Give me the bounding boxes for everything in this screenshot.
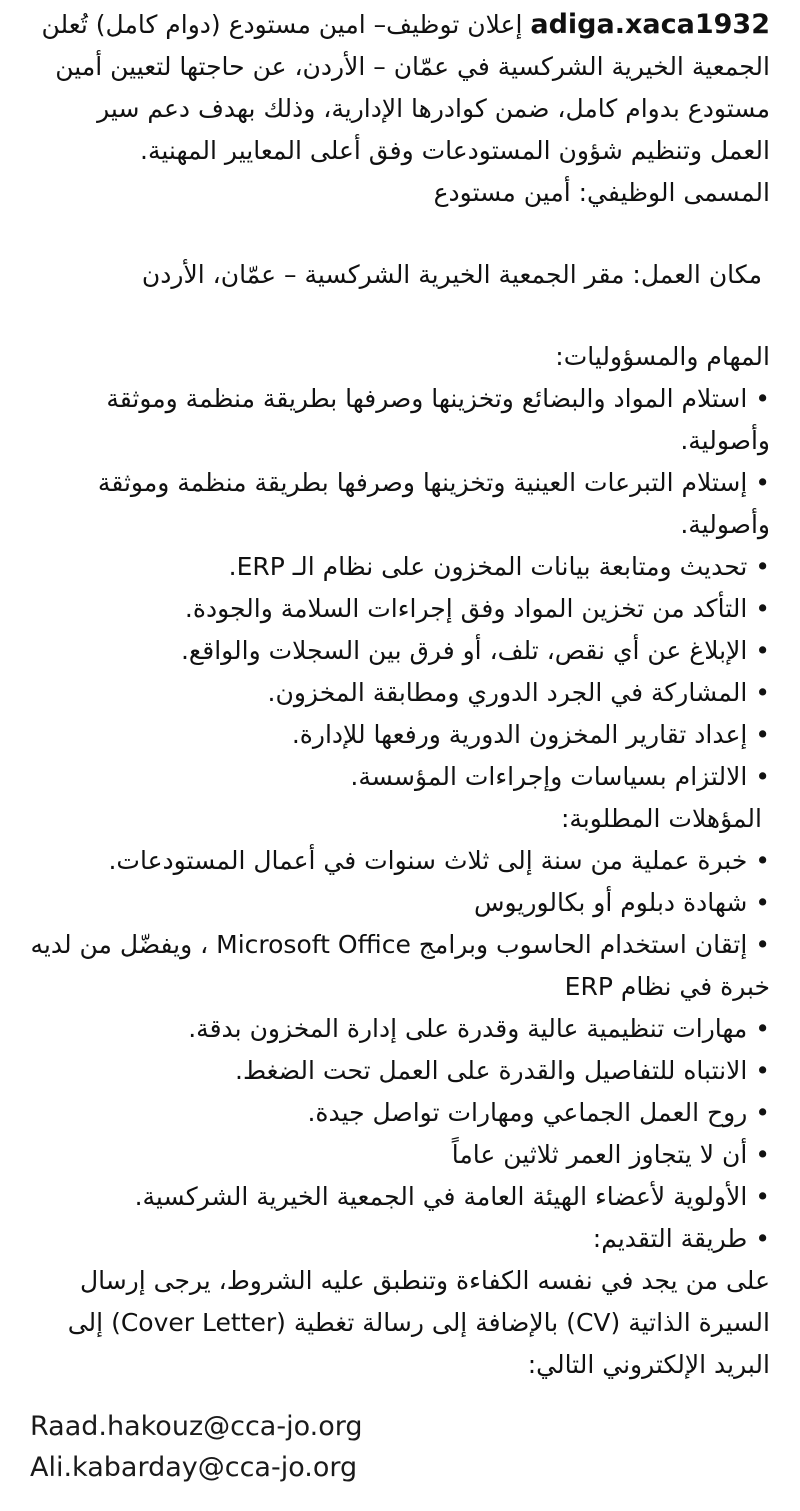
list-item: • أن لا يتجاوز العمر ثلاثين عاماً <box>451 1140 770 1169</box>
apply-heading: • طريقة التقديم: <box>592 1224 770 1253</box>
list-item: • تحديث ومتابعة بيانات المخزون على نظام الـ ERP. <box>228 552 770 581</box>
blank-line <box>30 214 770 254</box>
list-item: • المشاركة في الجرد الدوري ومطابقة المخزون. <box>267 678 770 707</box>
list-item: • إستلام التبرعات العينية وتخزينها وصرفها بطريقة منظمة وموثقة وأصولية. <box>97 468 770 539</box>
list-item: • روح العمل الجماعي ومهارات تواصل جيدة. <box>307 1098 770 1127</box>
list-item: • الأولوية لأعضاء الهيئة العامة في الجمعية الخيرية الشركسية. <box>134 1182 770 1211</box>
qualifications-heading: المؤهلات المطلوبة: <box>560 804 762 833</box>
list-item: • استلام المواد والبضائع وتخزينها وصرفها بطريقة منظمة وموثقة وأصولية. <box>106 384 770 455</box>
email-link[interactable]: Ali.kabarday@cca-jo.org <box>30 1452 358 1483</box>
list-item: • إعداد تقارير المخزون الدورية ورفعها للإدارة. <box>291 720 770 749</box>
list-item: • الالتزام بسياسات وإجراءات المؤسسة. <box>350 762 770 791</box>
qualifications-list <box>30 840 770 1218</box>
responsibilities-heading: المهام والمسؤوليات: <box>555 342 770 371</box>
list-item: • التأكد من تخزين المواد وفق إجراءات السلامة والجودة. <box>184 594 770 623</box>
apply-text: على من يجد في نفسه الكفاءة وتنطبق عليه الشروط، يرجى إرسال السيرة الذاتية (CV) بالإضافة إلى رسالة تغطية (Cover Letter) إلى البريد الإلكتروني التالي: <box>67 1266 770 1379</box>
username[interactable]: adiga.xaca1932 <box>530 9 770 40</box>
list-item: • مهارات تنظيمية عالية وقدرة على إدارة المخزون بدقة. <box>188 1014 770 1043</box>
email-list <box>30 1406 770 1488</box>
list-item: • شهادة دبلوم أو بكالوريوس <box>473 888 770 917</box>
list-item: • الانتباه للتفاصيل والقدرة على العمل تحت الضغط. <box>235 1056 770 1085</box>
email-link[interactable]: Raad.hakouz@cca-jo.org <box>30 1411 363 1442</box>
responsibilities-list <box>30 378 770 798</box>
blank-line <box>30 296 770 336</box>
list-item: • خبرة عملية من سنة إلى ثلاث سنوات في أعمال المستودعات. <box>108 846 770 875</box>
work-location: مكان العمل: مقر الجمعية الخيرية الشركسية – عمّان، الأردن <box>141 260 762 289</box>
job-title: المسمى الوظيفي: أمين مستودع <box>433 178 770 207</box>
list-item: • إتقان استخدام الحاسوب وبرامج Microsoft Office ، ويفضّل من لديه خبرة في نظام ERP <box>30 930 770 1001</box>
post-intro <box>30 4 770 172</box>
intro-text: إعلان توظيف– امين مستودع (دوام كامل) تُعلن الجمعية الخيرية الشركسية في عمّان – الأردن، عن حاجتها لتعيين أمين مستودع بدوام كامل، ضمن كوادرها الإدارية، وذلك بهدف دعم سير العمل وتنظيم شؤون المستودعات وفق أعلى المعايير المهنية. <box>41 10 770 165</box>
list-item: • الإبلاغ عن أي نقص، تلف، أو فرق بين السجلات والواقع. <box>180 636 770 665</box>
